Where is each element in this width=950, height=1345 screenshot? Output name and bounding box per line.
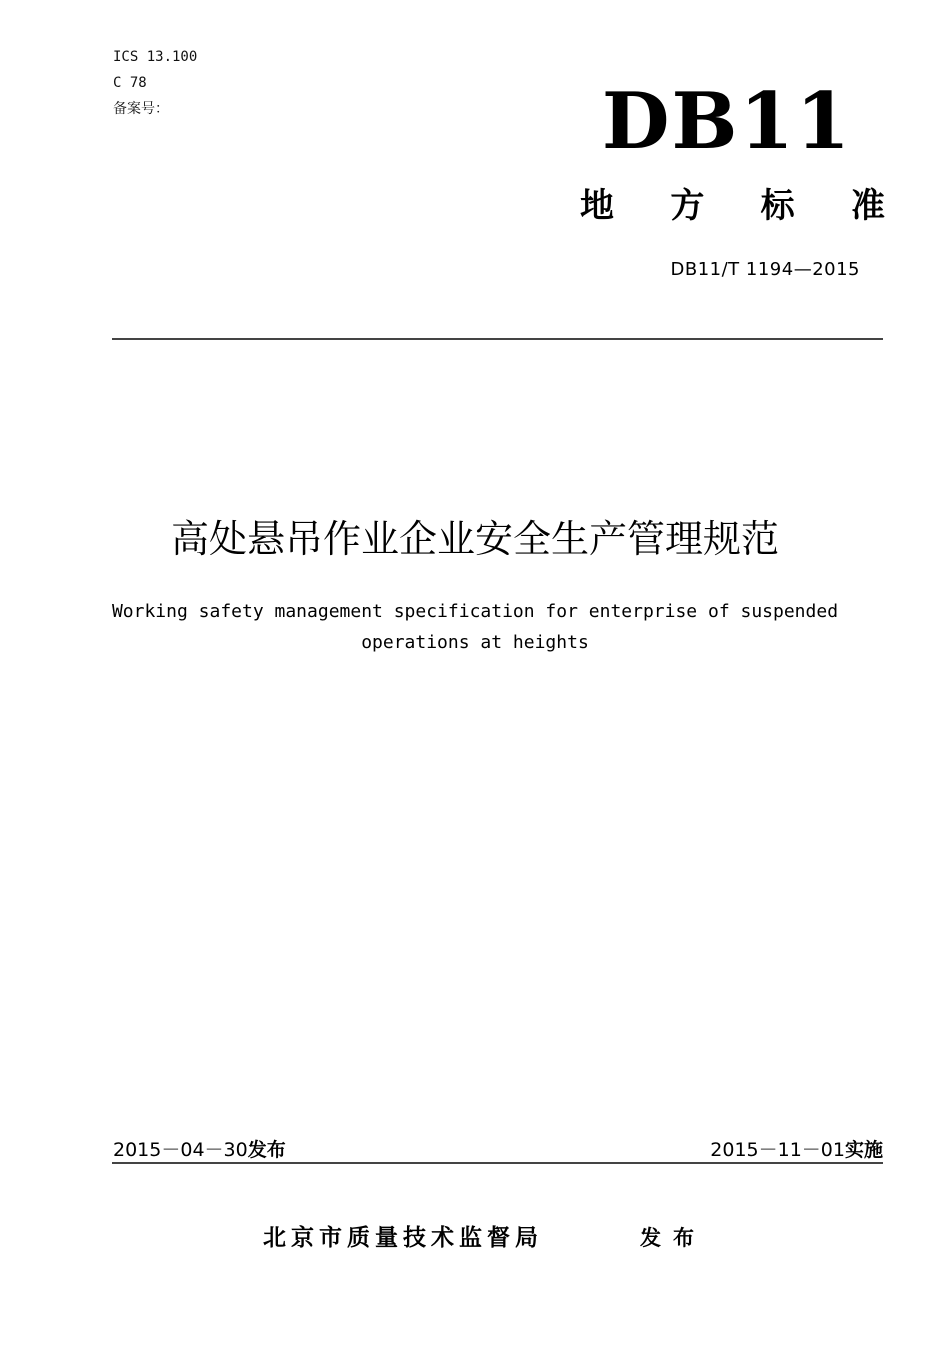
title-english-line-2: operations at heights — [361, 632, 589, 653]
title-chinese: 高处悬吊作业企业安全生产管理规范 — [170, 517, 779, 561]
standard-code: DB11 — [601, 76, 852, 167]
standard-number: DB11/T 1194—2015 — [670, 259, 860, 280]
standard-type-char: 标 — [760, 186, 795, 226]
implement-date — [710, 1138, 883, 1162]
publish-word: 发布 — [640, 1226, 706, 1250]
issue-date-label: 发布 — [247, 1139, 286, 1161]
standard-type — [575, 184, 890, 228]
standard-type-char: 方 — [670, 186, 705, 226]
publisher: 北京市质量技术监督局 — [263, 1225, 543, 1251]
issue-date-value: 2015－04－30 — [113, 1139, 248, 1161]
implement-date-value: 2015－11－01 — [710, 1139, 845, 1161]
filing-number-label: 备案号： — [113, 101, 169, 117]
ccs-code: C 78 — [113, 75, 147, 91]
ics-code: ICS 13.100 — [113, 49, 198, 65]
issue-date — [113, 1138, 286, 1162]
title-english-line-1: Working safety management specification for enterprise of suspended — [111, 601, 839, 622]
standard-type-char: 地 — [580, 186, 614, 226]
top-divider — [112, 338, 883, 340]
standard-type-char: 准 — [850, 186, 885, 226]
bottom-divider — [112, 1162, 883, 1164]
implement-date-label: 实施 — [844, 1139, 883, 1161]
